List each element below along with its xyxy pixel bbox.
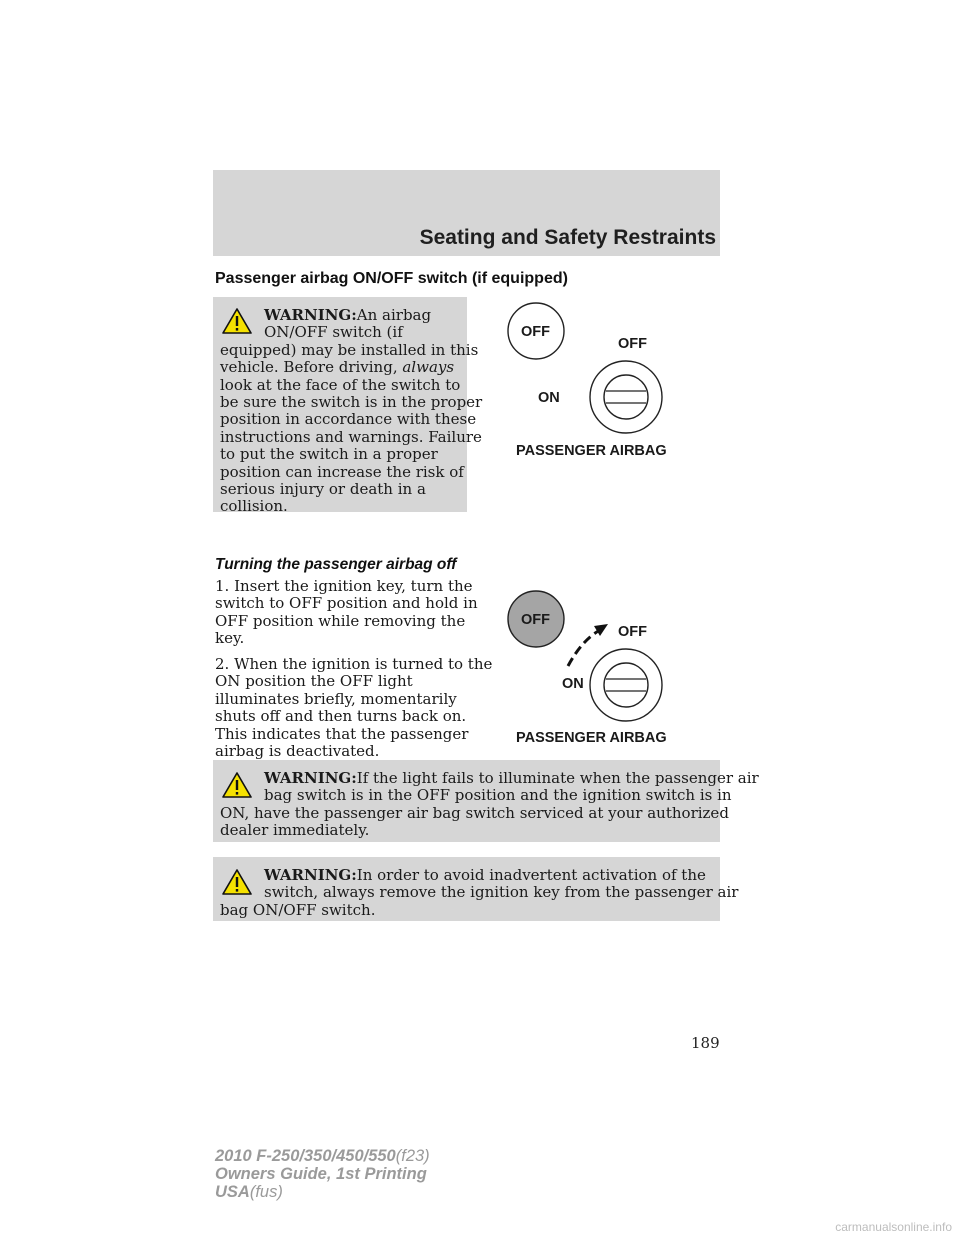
warning-label: WARNING:: [264, 306, 357, 324]
warning-1-line: look at the face of the switch to: [220, 375, 461, 394]
step-1-line: key.: [215, 629, 245, 648]
off-button-label: OFF: [521, 324, 550, 340]
footer-market: USA: [215, 1183, 250, 1201]
step-2-line: shuts off and then turns back on.: [215, 707, 467, 726]
off-position-label: OFF: [618, 624, 647, 640]
footer-model: 2010 F-250/350/450/550: [215, 1147, 396, 1165]
step-1: [215, 578, 478, 648]
warning-3-text: [220, 867, 738, 919]
section-header-band: [213, 170, 720, 256]
off-position-label: OFF: [618, 336, 647, 352]
warning-1-emphasis: always: [402, 358, 455, 377]
step-2: [215, 656, 492, 760]
warning-1-line: to put the switch in a proper: [220, 445, 438, 464]
step-2-line: airbag is deactivated.: [215, 742, 380, 761]
airbag-switch-diagram-2: [490, 588, 710, 748]
page-number: 189: [691, 1034, 720, 1052]
warning-3-line: switch, always remove the ignition key from the passenger air: [264, 883, 739, 902]
footer-model-code: (f23): [395, 1147, 430, 1165]
on-position-label: ON: [562, 676, 584, 692]
step-1-line: 1. Insert the ignition key, turn the: [215, 577, 473, 595]
warning-label: WARNING:: [264, 769, 357, 787]
watermark: carmanualsonline.info: [835, 1220, 952, 1234]
warning-1-line: serious injury or death in a: [220, 480, 426, 499]
document-footer: [215, 1147, 430, 1201]
warning-1-line: position can increase the risk of: [220, 462, 464, 481]
step-2-line: illuminates briefly, momentarily: [215, 689, 457, 708]
warning-1-line: vehicle. Before driving,: [220, 358, 403, 377]
step-2-line: ON position the OFF light: [215, 672, 413, 691]
warning-1-line: An airbag: [356, 306, 432, 324]
warning-1-line: position in accordance with these: [220, 410, 477, 429]
step-2-line: This indicates that the passenger: [215, 724, 469, 743]
warning-1-line: instructions and warnings. Failure: [220, 427, 482, 446]
footer-printing: Owners Guide, 1st Printing: [215, 1165, 427, 1183]
warning-2-line: If the light fails to illuminate when the passenger air: [356, 769, 759, 787]
warning-3-line: bag ON/OFF switch.: [220, 900, 376, 919]
warning-1-line: equipped) may be installed in this: [220, 340, 479, 359]
warning-2-line: dealer immediately.: [220, 821, 370, 840]
warning-2-line: ON, have the passenger air bag switch serviced at your authorized: [220, 803, 729, 822]
passenger-airbag-caption: PASSENGER AIRBAG: [516, 443, 667, 459]
footer-market-code: (fus): [249, 1183, 283, 1201]
step-2-line: 2. When the ignition is turned to the: [215, 655, 493, 673]
warning-1-line: be sure the switch is in the proper: [220, 393, 483, 412]
airbag-switch-diagram-1: [490, 300, 710, 470]
step-1-line: OFF position while removing the: [215, 611, 466, 630]
off-button-label: OFF: [521, 612, 550, 628]
warning-1-text: [220, 307, 482, 516]
warning-3-line: In order to avoid inadvertent activation of the: [356, 866, 706, 884]
on-position-label: ON: [538, 390, 560, 406]
passenger-airbag-caption: PASSENGER AIRBAG: [516, 730, 667, 746]
section-subheading: Turning the passenger airbag off: [215, 556, 457, 573]
warning-2-line: bag switch is in the OFF position and the ignition switch is in: [264, 786, 732, 805]
warning-1-line: ON/OFF switch (if: [264, 323, 403, 342]
step-1-line: switch to OFF position and hold in: [215, 594, 478, 613]
page-heading: Passenger airbag ON/OFF switch (if equipped): [215, 270, 568, 287]
warning-label: WARNING:: [264, 866, 357, 884]
warning-2-text: [220, 770, 759, 840]
section-title: Seating and Safety Restraints: [419, 226, 716, 249]
warning-1-line: collision.: [220, 497, 288, 516]
